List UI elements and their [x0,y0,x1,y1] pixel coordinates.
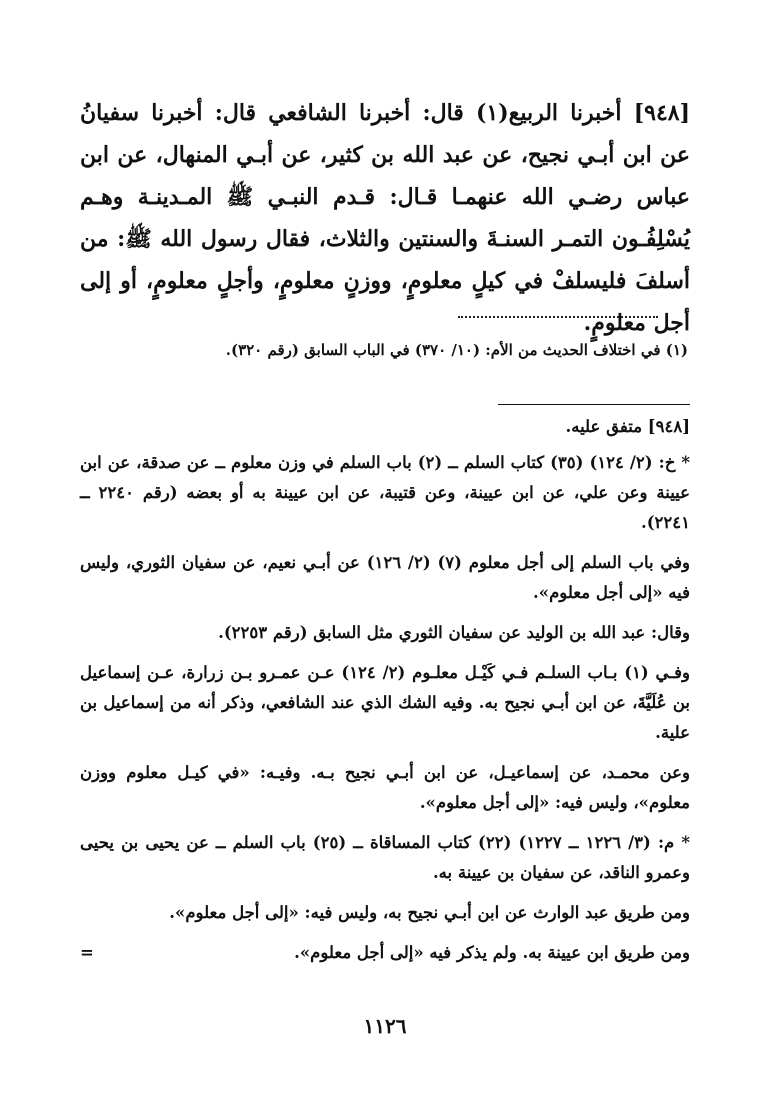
commentary-paragraph: وفـي (١) بـاب السلـم فـي كَيْـل معلـوم (٢/ ١٢٤) عـن عمـرو بـن زرارة، عـن إسماعيل بن عُلَيَّةَ، عن ابن أبـي نجيح به. وفيه الشك الذي عند الشافعي، وذكر أنه من إسماعيل بن علية. [80,663,690,742]
commentary-paragraph: * خ: (٢/ ١٢٤) (٣٥) كتاب السلم ــ (٢) باب السلم في وزن معلوم ــ عن صدقة، عن ابن عيينة وعن علي، عن ابن عيينة، وعن قتيبة، عن ابن عيينة به أو بعضه (رقم ٢٢٤٠ ــ ٢٢٤١). [80,453,691,532]
footnote-separator [458,316,658,318]
commentary-last-line [80,938,690,968]
footnote: (١) في اختلاف الحديث من الأم: (١٠/ ٣٧٠) في الباب السابق (رقم ٣٢٠). [225,341,688,359]
continuation-mark: = [80,943,94,962]
commentary-last-text: ومن طريق ابن عيينة به. ولم يذكر فيه «إلى أجل معلوم». [294,943,690,962]
hadith-number: [٩٤٨] [633,100,690,126]
commentary-paragraph: وعن محمـد، عن إسماعيـل، عن ابن أبـي نجيح بـه. وفيـه: «في كيـل معلوم ووزن معلوم»، وليس فيه: «إلى أجل معلوم». [80,763,690,812]
commentary-paragraph: ومن طريق عبد الوارث عن ابن أبـي نجيح به، وليس فيه: «إلى أجل معلوم». [169,903,690,922]
commentary-paragraph: * م: (٣/ ١٢٢٦ ــ ١٢٢٧) (٢٢) كتاب المساقاة ــ (٢٥) باب السلم ــ عن يحيى بن يحيى وعمرو الناقد، عن سفيان بن عيينة به. [80,833,690,882]
commentary-heading: [٩٤٨] متفق عليه. [565,417,690,436]
commentary-paragraph: وفي باب السلم إلى أجل معلوم (٧) (٢/ ١٢٦) عن أبـي نعيم، عن سفيان الثوري، وليس فيه «إلى أجل معلوم». [80,553,691,602]
page-number: ١١٢٦ [363,1014,407,1038]
hadith-text-block [80,92,690,344]
hadith-body: أخبرنا الربيع(١) قال: أخبرنا الشافعي قال: أخبرنا سفيانُ عن ابن أبـي نجيح، عن عبد الله بن كثير، عن أبـي المنهال، عن ابن عباس رضـي الله عنهمـا قـال: قـدم النبـي ﷺ المـدينـة وهـم يُسْلِفُـون التمـر السنـةَ والسنتين والثلاث، فقال رسول الله ﷺ: من أسلفَ فليسلفْ في كيلٍ معلومٍ، ووزنٍ معلومٍ، وأجلٍ معلومٍ، أو إلى أجل معلومٍ. [80,100,690,336]
commentary-block [80,412,690,978]
commentary-rule [498,404,690,405]
commentary-paragraph: وقال: عبد الله بن الوليد عن سفيان الثوري مثل السابق (رقم ٢٢٥٣). [218,623,690,642]
